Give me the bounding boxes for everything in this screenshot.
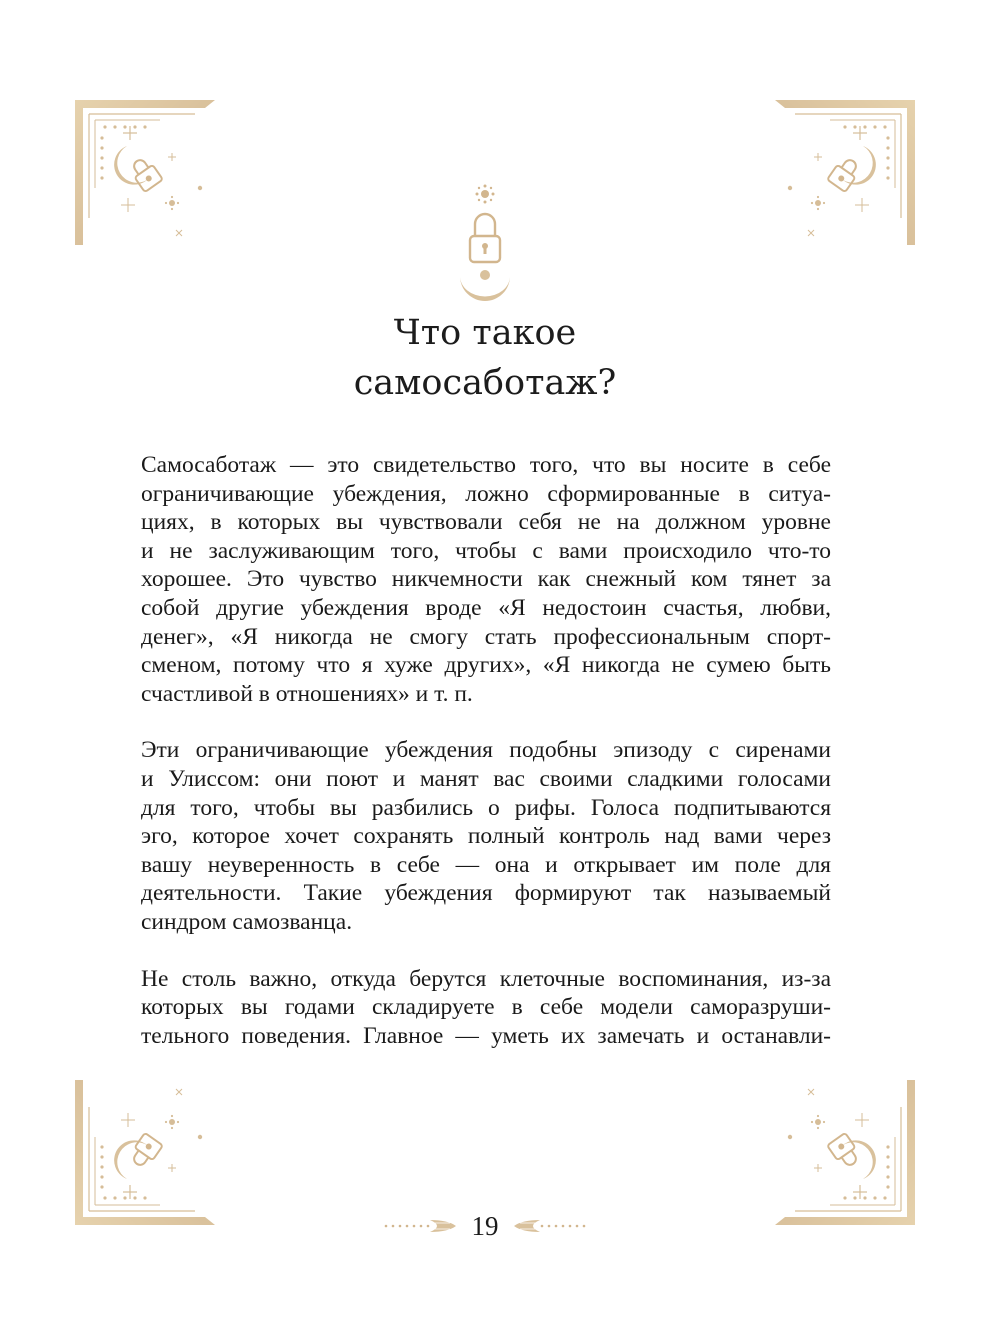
title-line: самосаботаж? (353, 363, 617, 403)
text-line: тельного поведения. Главное — уметь их замечать и останавли- (141, 1022, 831, 1049)
footer-ornament-right-icon (510, 1216, 590, 1236)
corner-ornament-icon (755, 100, 915, 260)
text-line: хорошее. Это чувство никчемности как снежный ком тянет за (141, 566, 831, 593)
paragraph (141, 736, 831, 936)
padlock-icon (450, 182, 520, 307)
page-footer (380, 1208, 590, 1244)
text-line: синдром самозванца. (141, 908, 353, 935)
paragraph (141, 451, 831, 708)
corner-ornament-icon (755, 1065, 915, 1225)
text-line: сменом, потому что я хуже других», «Я никогда не сумею быть (141, 652, 831, 679)
text-line: и Улиссом: они поют и манят вас своими сладкими голосами (141, 765, 831, 792)
text-line: и не заслуживающим того, чтобы с вами происходило что-то (141, 537, 831, 564)
text-line: Не столь важно, откуда берутся клеточные воспоминания, из-за (141, 965, 831, 992)
text-line: Самосаботаж — это свидетельство того, что вы носите в себе (141, 452, 831, 478)
title-ornament (450, 182, 520, 307)
title-line: Что такое (393, 313, 577, 353)
page-number: 19 (471, 1211, 499, 1241)
text-line: вашу неуверенность в себе — она и открывает им поле для (141, 851, 831, 878)
paragraph (141, 965, 831, 1051)
text-line: для того, чтобы вы разбились о рифы. Голоса подпитываются (141, 794, 831, 821)
text-line: которых вы годами складируете в себе модели саморазруши- (141, 994, 831, 1021)
body-text (141, 451, 831, 1050)
corner-ornament-icon (75, 1065, 235, 1225)
text-line: циях, в которых вы чувствовали себя не на должном уровне (141, 509, 831, 536)
corner-ornament-bottom-left (75, 1065, 235, 1225)
text-line: ограничивающие убеждения, ложно сформированные в ситуа- (141, 480, 831, 507)
text-line: эго, которое хочет сохранять полный контроль над вами через (141, 823, 831, 850)
corner-ornament-top-right (755, 100, 915, 260)
text-line: деятельности. Такие убеждения формируют так называемый (141, 880, 831, 907)
footer-ornament-left-icon (380, 1216, 460, 1236)
text-line: собой другие убеждения вроде «Я недостоин счастья, любви, (141, 594, 831, 621)
corner-ornament-icon (75, 100, 235, 260)
corner-ornament-bottom-right (755, 1065, 915, 1225)
text-line: счастливой в отношениях» и т. п. (141, 680, 473, 707)
text-line: денег», «Я никогда не смогу стать профессиональным спорт- (141, 623, 831, 650)
page-title (150, 308, 820, 408)
corner-ornament-top-left (75, 100, 235, 260)
text-line: Эти ограничивающие убеждения подобны эпизоду с сиренами (141, 737, 831, 764)
